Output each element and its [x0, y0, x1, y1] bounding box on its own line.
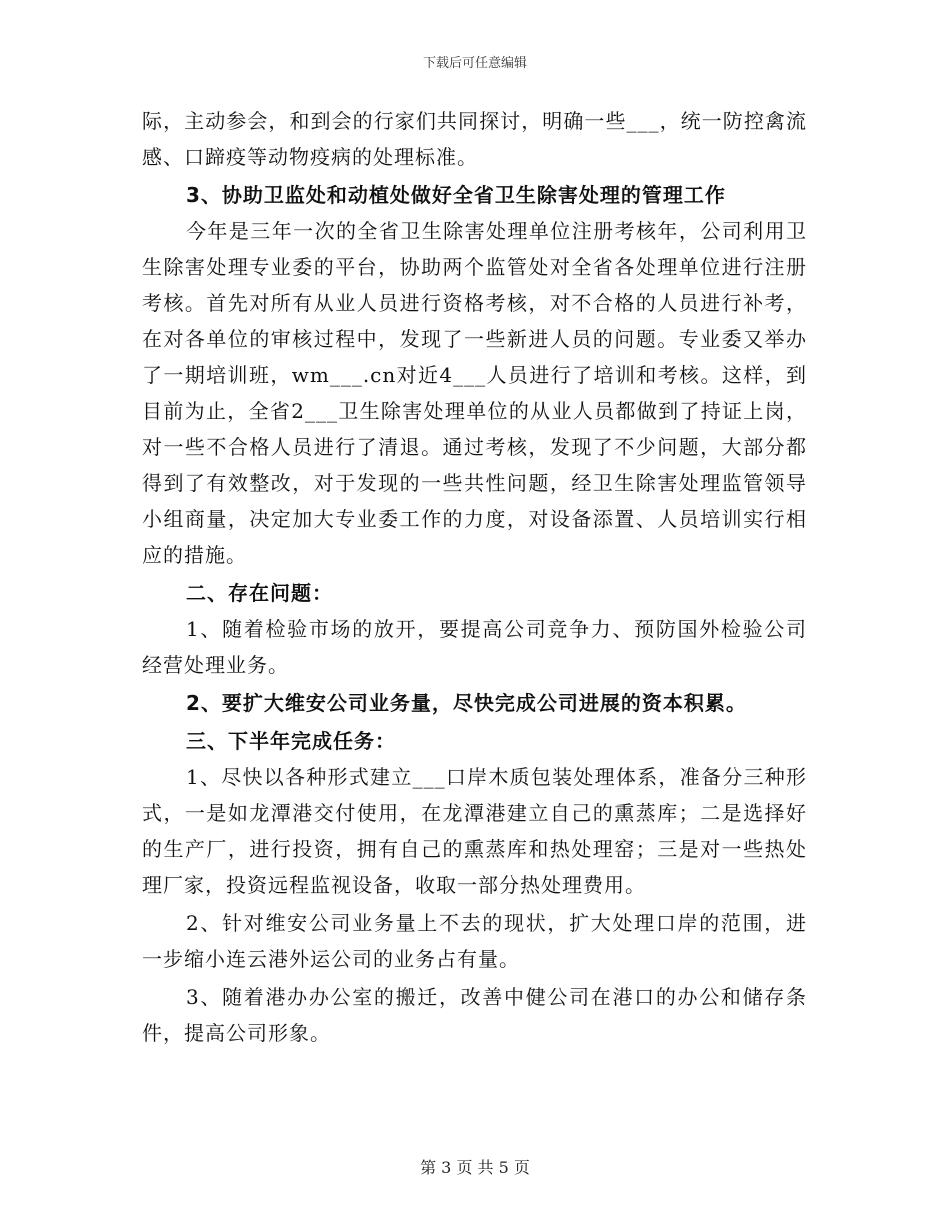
paragraph-task-3: 3、随着港办办公室的搬迁，改善中健公司在港口的办公和储存条件，提高公司形象。 — [142, 985, 807, 1045]
paragraph-problem-1: 1、随着检验市场的放开，要提高公司竞争力、预防国外检验公司经营处理业务。 — [142, 617, 807, 677]
paragraph-task-2: 2、针对维安公司业务量上不去的现状，扩大处理口岸的范围，进一步缩小连云港外运公司的业务占有量。 — [142, 911, 807, 971]
paragraph-continuation: 际，主动参会，和到会的行家们共同探讨，明确一些___，统一防控禽流感、口蹄疫等动物疫病的处理标准。 — [142, 109, 807, 169]
paragraph-task-1: 1、尽快以各种形式建立___口岸木质包装处理体系，准备分三种形式，一是如龙潭港交付使用，在龙潭港建立自己的熏蒸库；二是选择好的生产厂，进行投资，拥有自己的熏蒸库和热处理窑；三是对一些热处理厂家，投资远程监视设备，收取一部分热处理费用。 — [142, 765, 807, 897]
paragraph-registration-assessment: 今年是三年一次的全省卫生除害处理单位注册考核年，公司利用卫生除害处理专业委的平台，协助两个监管处对全省各处理单位进行注册考核。首先对所有从业人员进行资格考核，对不合格的人员进行补考，在对各单位的审核过程中，发现了一些新进人员的问题。专业委又举办了一期培训班，wm___.cn对近4___人员进行了培训和考核。这样，到目前为止，全省2___卫生除害处理单位的从业人员都做到了持证上岗，对一些不合格人员进行了清退。通过考核，发现了不少问题，大部分都得到了有效整改，对于发现的一些共性问题，经卫生除害处理监管领导小组商量，决定加大专业委工作的力度，对设备添置、人员培训实行相应的措施。 — [142, 219, 807, 567]
page-header: 下载后可任意编辑 — [422, 56, 527, 71]
section-heading-second-half-tasks: 三、下半年完成任务： — [186, 729, 396, 753]
page-number: 第 3 页 共 5 页 — [420, 1158, 530, 1177]
section-heading-existing-problems: 二、存在问题： — [186, 581, 333, 605]
section-heading-sanitation-management: 3、协助卫监处和动植处做好全省卫生除害处理的管理工作 — [186, 183, 726, 207]
paragraph-problem-2: 2、要扩大维安公司业务量，尽快完成公司进展的资本积累。 — [186, 691, 747, 715]
document-body — [142, 103, 807, 1051]
